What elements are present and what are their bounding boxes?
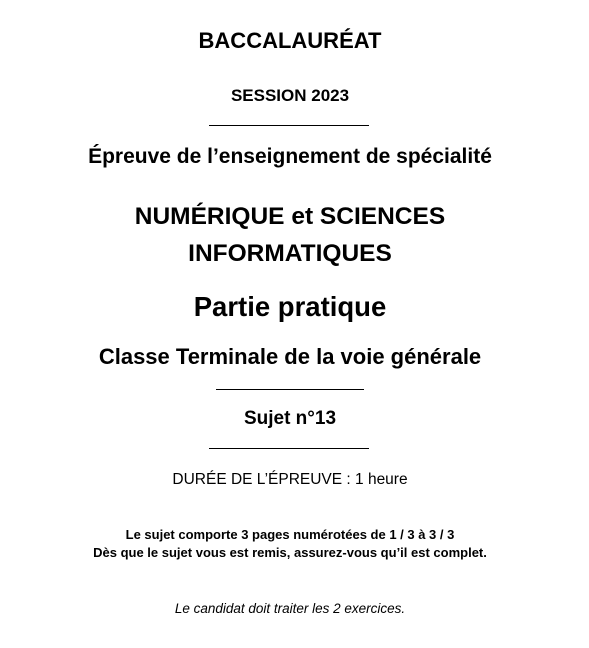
part-heading: Partie pratique xyxy=(193,291,387,322)
session-label: SESSION 2023 xyxy=(230,86,350,105)
page-count-note: Le sujet comporte 3 pages numérotées de 1 / 3 à 3 / 3 xyxy=(125,527,455,542)
subject-number: Sujet n°13 xyxy=(243,408,337,429)
divider xyxy=(209,125,369,126)
divider xyxy=(209,448,369,449)
candidate-instruction: Le candidat doit traiter les 2 exercices. xyxy=(174,601,406,616)
exam-title: BACCALAURÉAT xyxy=(198,28,382,53)
class-heading: Classe Terminale de la voie générale xyxy=(98,344,482,369)
completeness-note: Dès que le sujet vous est remis, assurez-vous qu’il est complet. xyxy=(93,545,487,560)
subject-title-line-2: INFORMATIQUES xyxy=(188,240,392,267)
epreuve-heading: Épreuve de l’enseignement de spécialité xyxy=(88,145,492,168)
subject-title-line-1: NUMÉRIQUE et SCIENCES xyxy=(134,203,446,230)
duration-text: DURÉE DE L’ÉPREUVE : 1 heure xyxy=(172,471,408,488)
divider xyxy=(216,389,364,390)
